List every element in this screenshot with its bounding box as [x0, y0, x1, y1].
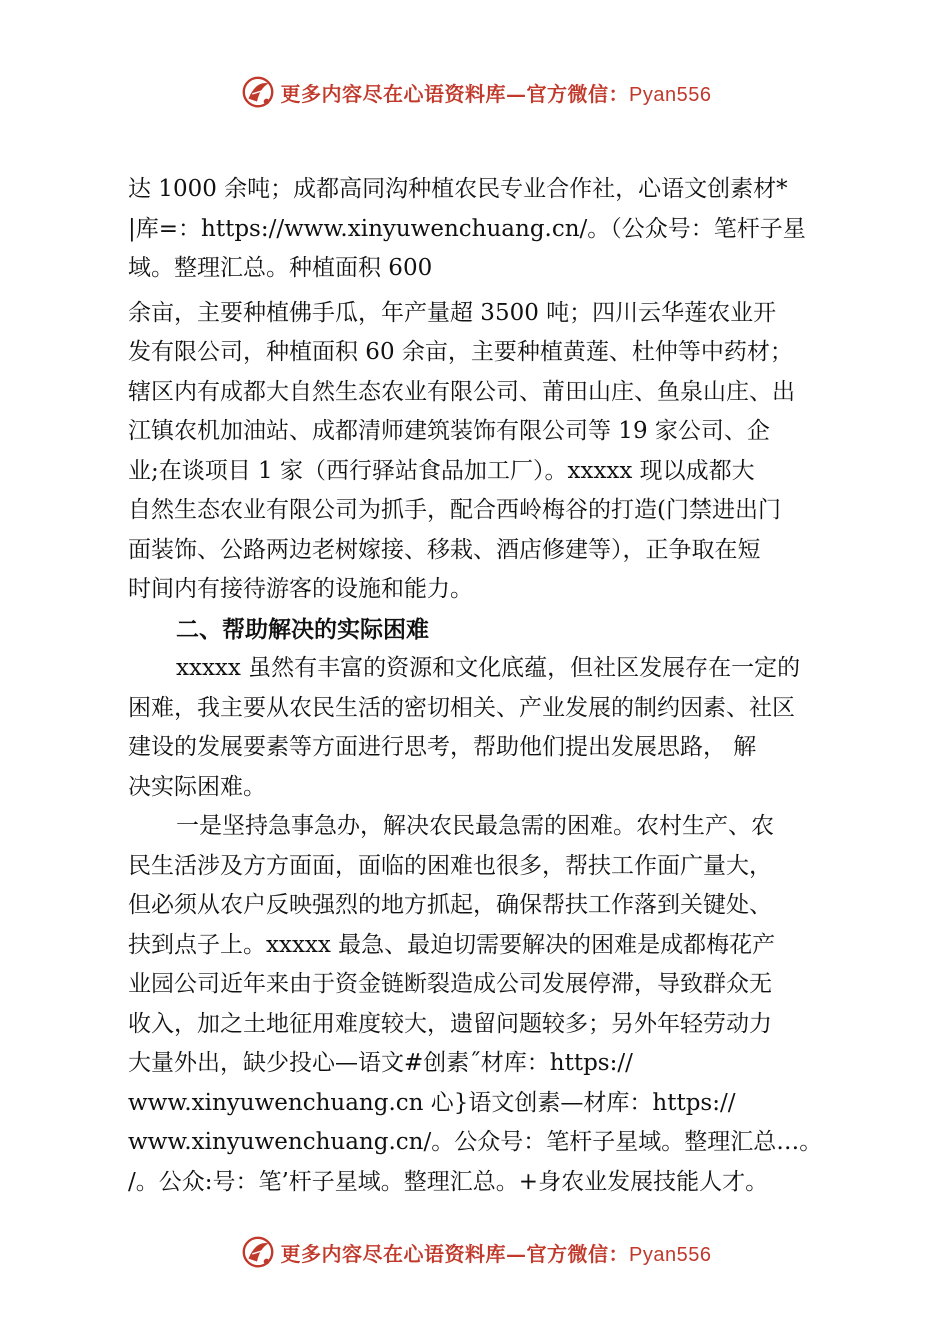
logo-icon	[239, 1233, 277, 1271]
text-line: 民生活涉及方方面面，面临的困难也很多，帮扶工作面广量大，	[128, 852, 772, 879]
text-line: /。公众:号：笔’杆子星域。整理汇总。+身农业发展技能人才。	[128, 1168, 769, 1195]
text-line: 面装饰、公路两边老树嫁接、移栽、酒店修建等），正争取在短	[128, 536, 761, 563]
banner-slogan: 更多内容尽在心语资料库—官方微信：	[280, 81, 630, 106]
text-line: www.xinyuwenchuang.cn/。公众号：笔杆子星域。整理汇总…。	[128, 1129, 823, 1155]
text-line: www.xinyuwenchuang.cn 心}语文创素—材库：https://	[128, 1089, 736, 1116]
text-line: 决实际困难。	[128, 773, 266, 800]
section-heading: 二、帮助解决的实际困难	[176, 615, 429, 643]
text-line: 困难，我主要从农民生活的密切相关、产业发展的制约因素、社区	[128, 694, 795, 721]
text-line: 发有限公司，种植面积 60 余亩，主要种植黄莲、杜仲等中药材；	[128, 339, 793, 365]
text-line: 大量外出，缺少投心—语文#创素˝材库：https://	[128, 1050, 633, 1076]
text-line: 域。整理汇总。种植面积 600	[128, 255, 433, 281]
text-line: 建设的发展要素等方面进行思考，帮助他们提出发展思路， 解	[128, 734, 757, 760]
logo-icon	[239, 73, 277, 111]
text-line: 扶到点子上。xxxxx 最急、最迫切需要解决的困难是成都梅花产	[128, 931, 776, 958]
banner-wechat-id: Pyan556	[629, 83, 712, 106]
text-line: 业园公司近年来由于资金链断裂造成公司发展停滞，导致群众无	[128, 971, 772, 997]
footer-banner	[0, 1232, 950, 1272]
text-line: 余亩，主要种植佛手瓜，年产量超 3500 吨；四川云华莲农业开	[128, 299, 777, 326]
header-banner	[0, 72, 950, 112]
text-line: 收入，加之土地征用难度较大，遗留问题较多；另外年轻劳动力	[128, 1010, 772, 1037]
text-line: 业;在谈项目 1 家（西行驿站食品加工厂）。xxxxx 现以成都大	[128, 457, 755, 484]
text-line: 时间内有接待游客的设施和能力。	[128, 576, 473, 602]
text-line: 辖区内有成都大自然生态农业有限公司、莆田山庄、鱼泉山庄、出	[128, 378, 795, 405]
text-line: 达 1000 余吨；成都高同沟种植农民专业合作社，心语文创素材*	[128, 176, 788, 202]
banner-slogan: 更多内容尽在心语资料库—官方微信：	[280, 1241, 630, 1266]
text-line: |库=：https://www.xinyuwenchuang.cn/。（公众号：笔杆子星	[128, 215, 806, 242]
text-line: 自然生态农业有限公司为抓手，配合西岭梅谷的打造(门禁进出门	[128, 497, 781, 523]
banner-text	[281, 78, 712, 107]
text-line: xxxxx 虽然有丰富的资源和文化底蕴，但社区发展存在一定的	[176, 655, 801, 681]
text-line: 江镇农机加油站、成都清师建筑装饰有限公司等 19 家公司、企	[128, 418, 770, 444]
banner-wechat-id: Pyan556	[629, 1243, 712, 1266]
text-line: 一是坚持急事急办，解决农民最急需的困难。农村生产、农	[176, 813, 774, 839]
banner-text	[281, 1238, 712, 1267]
text-line: 但必须从农户反映强烈的地方抓起，确保帮扶工作落到关键处、	[128, 892, 772, 918]
document-body	[128, 170, 848, 1202]
